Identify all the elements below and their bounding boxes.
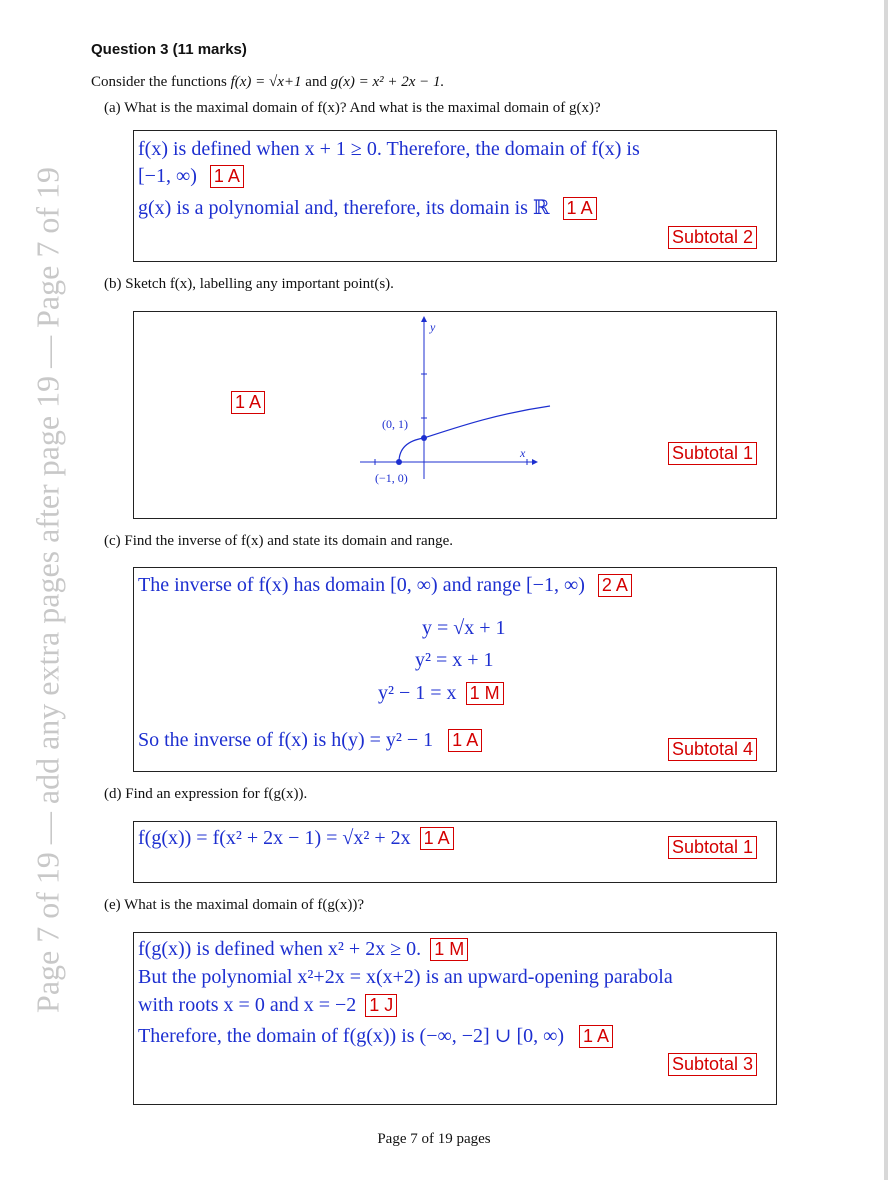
part-a-mark2: 1 A [563, 197, 597, 220]
point-intercept-label: (0, 1) [382, 417, 408, 431]
sidebar-watermark: Page 7 of 19 — add any extra pages after page 19 — Page 7 of 19 [29, 167, 66, 1013]
part-d-line1-wrap [138, 827, 454, 850]
part-c-final-wrap [138, 729, 482, 752]
point-start-dot [396, 459, 402, 465]
part-e-mark3: 1 A [579, 1025, 613, 1048]
part-e-line4-wrap [138, 1023, 613, 1048]
part-e-prompt: (e) What is the maximal domain of f(g(x))? [104, 897, 365, 913]
part-e-mark1: 1 M [430, 938, 468, 961]
part-a-line2: [−1, ∞) [138, 165, 197, 187]
part-c-prompt: (c) Find the inverse of f(x) and state its domain and range. [104, 533, 454, 549]
part-e-mark2: 1 J [365, 994, 397, 1017]
question-title: Question 3 (11 marks) [91, 41, 247, 58]
part-e-line3: with roots x = 0 and x = −2 [138, 994, 357, 1016]
question-intro [91, 74, 444, 91]
part-e-line1-wrap [138, 938, 468, 961]
part-a-line3-wrap [138, 195, 597, 220]
part-a-line2-wrap [138, 165, 244, 188]
part-a-mark1: 1 A [210, 165, 244, 188]
part-e-line1: f(g(x)) is defined when x² + 2x ≥ 0. [138, 938, 422, 960]
part-c-eq3: y² − 1 = x [378, 682, 457, 704]
intro-and: and [301, 74, 331, 90]
part-c-line1: The inverse of f(x) has domain [0, ∞) and range [−1, ∞) [138, 574, 585, 596]
part-a-prompt: (a) What is the maximal domain of f(x)? And what is the maximal domain of g(x)? [104, 100, 601, 116]
part-c-mark1: 2 A [598, 574, 632, 597]
part-b-subtotal: Subtotal 1 [668, 442, 757, 465]
part-e-line3-wrap [138, 994, 397, 1017]
sqrt-curve [399, 406, 550, 462]
part-b-mark: 1 A [231, 391, 265, 414]
point-start-label: (−1, 0) [375, 471, 408, 485]
part-b-prompt: (b) Sketch f(x), labelling any important point(s). [104, 276, 394, 292]
part-d-line1: f(g(x)) = f(x² + 2x − 1) = √x² + 2x [138, 827, 411, 849]
intro-f: f(x) = √x+1 [230, 74, 302, 90]
part-a-subtotal: Subtotal 2 [668, 226, 757, 249]
part-d-prompt: (d) Find an expression for f(g(x)). [104, 786, 308, 802]
part-c-mark2: 1 M [466, 682, 504, 705]
part-c-mark3: 1 A [448, 729, 482, 752]
part-c-final: So the inverse of f(x) is h(y) = y² − 1 [138, 729, 434, 751]
x-axis-label: x [520, 446, 526, 460]
intro-text: Consider the functions [91, 74, 231, 90]
part-c-eq2: y² = x + 1 [415, 649, 494, 671]
part-e-line4: Therefore, the domain of f(g(x)) is (−∞, −2] ∪ [0, ∞) [138, 1025, 565, 1047]
part-d-subtotal: Subtotal 1 [668, 836, 757, 859]
part-c-subtotal: Subtotal 4 [668, 738, 757, 761]
page-edge [884, 0, 888, 1180]
part-e-subtotal: Subtotal 3 [668, 1053, 757, 1076]
sketch-graph [355, 314, 555, 494]
y-axis-label: y [430, 320, 436, 334]
part-c-line1-wrap [138, 574, 632, 597]
part-d-mark: 1 A [420, 827, 454, 850]
part-e-line2: But the polynomial x²+2x = x(x+2) is an upward-opening parabola [138, 966, 673, 988]
part-c-eq3-wrap [378, 682, 504, 705]
point-intercept-dot [421, 435, 427, 441]
part-a-line1: f(x) is defined when x + 1 ≥ 0. Therefore, the domain of f(x) is [138, 138, 640, 160]
part-c-eq1: y = √x + 1 [422, 617, 506, 639]
intro-g: g(x) = x² + 2x − 1. [330, 74, 445, 90]
page-footer: Page 7 of 19 pages [377, 1131, 491, 1147]
part-a-line3: g(x) is a polynomial and, therefore, its domain is ℝ [138, 197, 550, 219]
